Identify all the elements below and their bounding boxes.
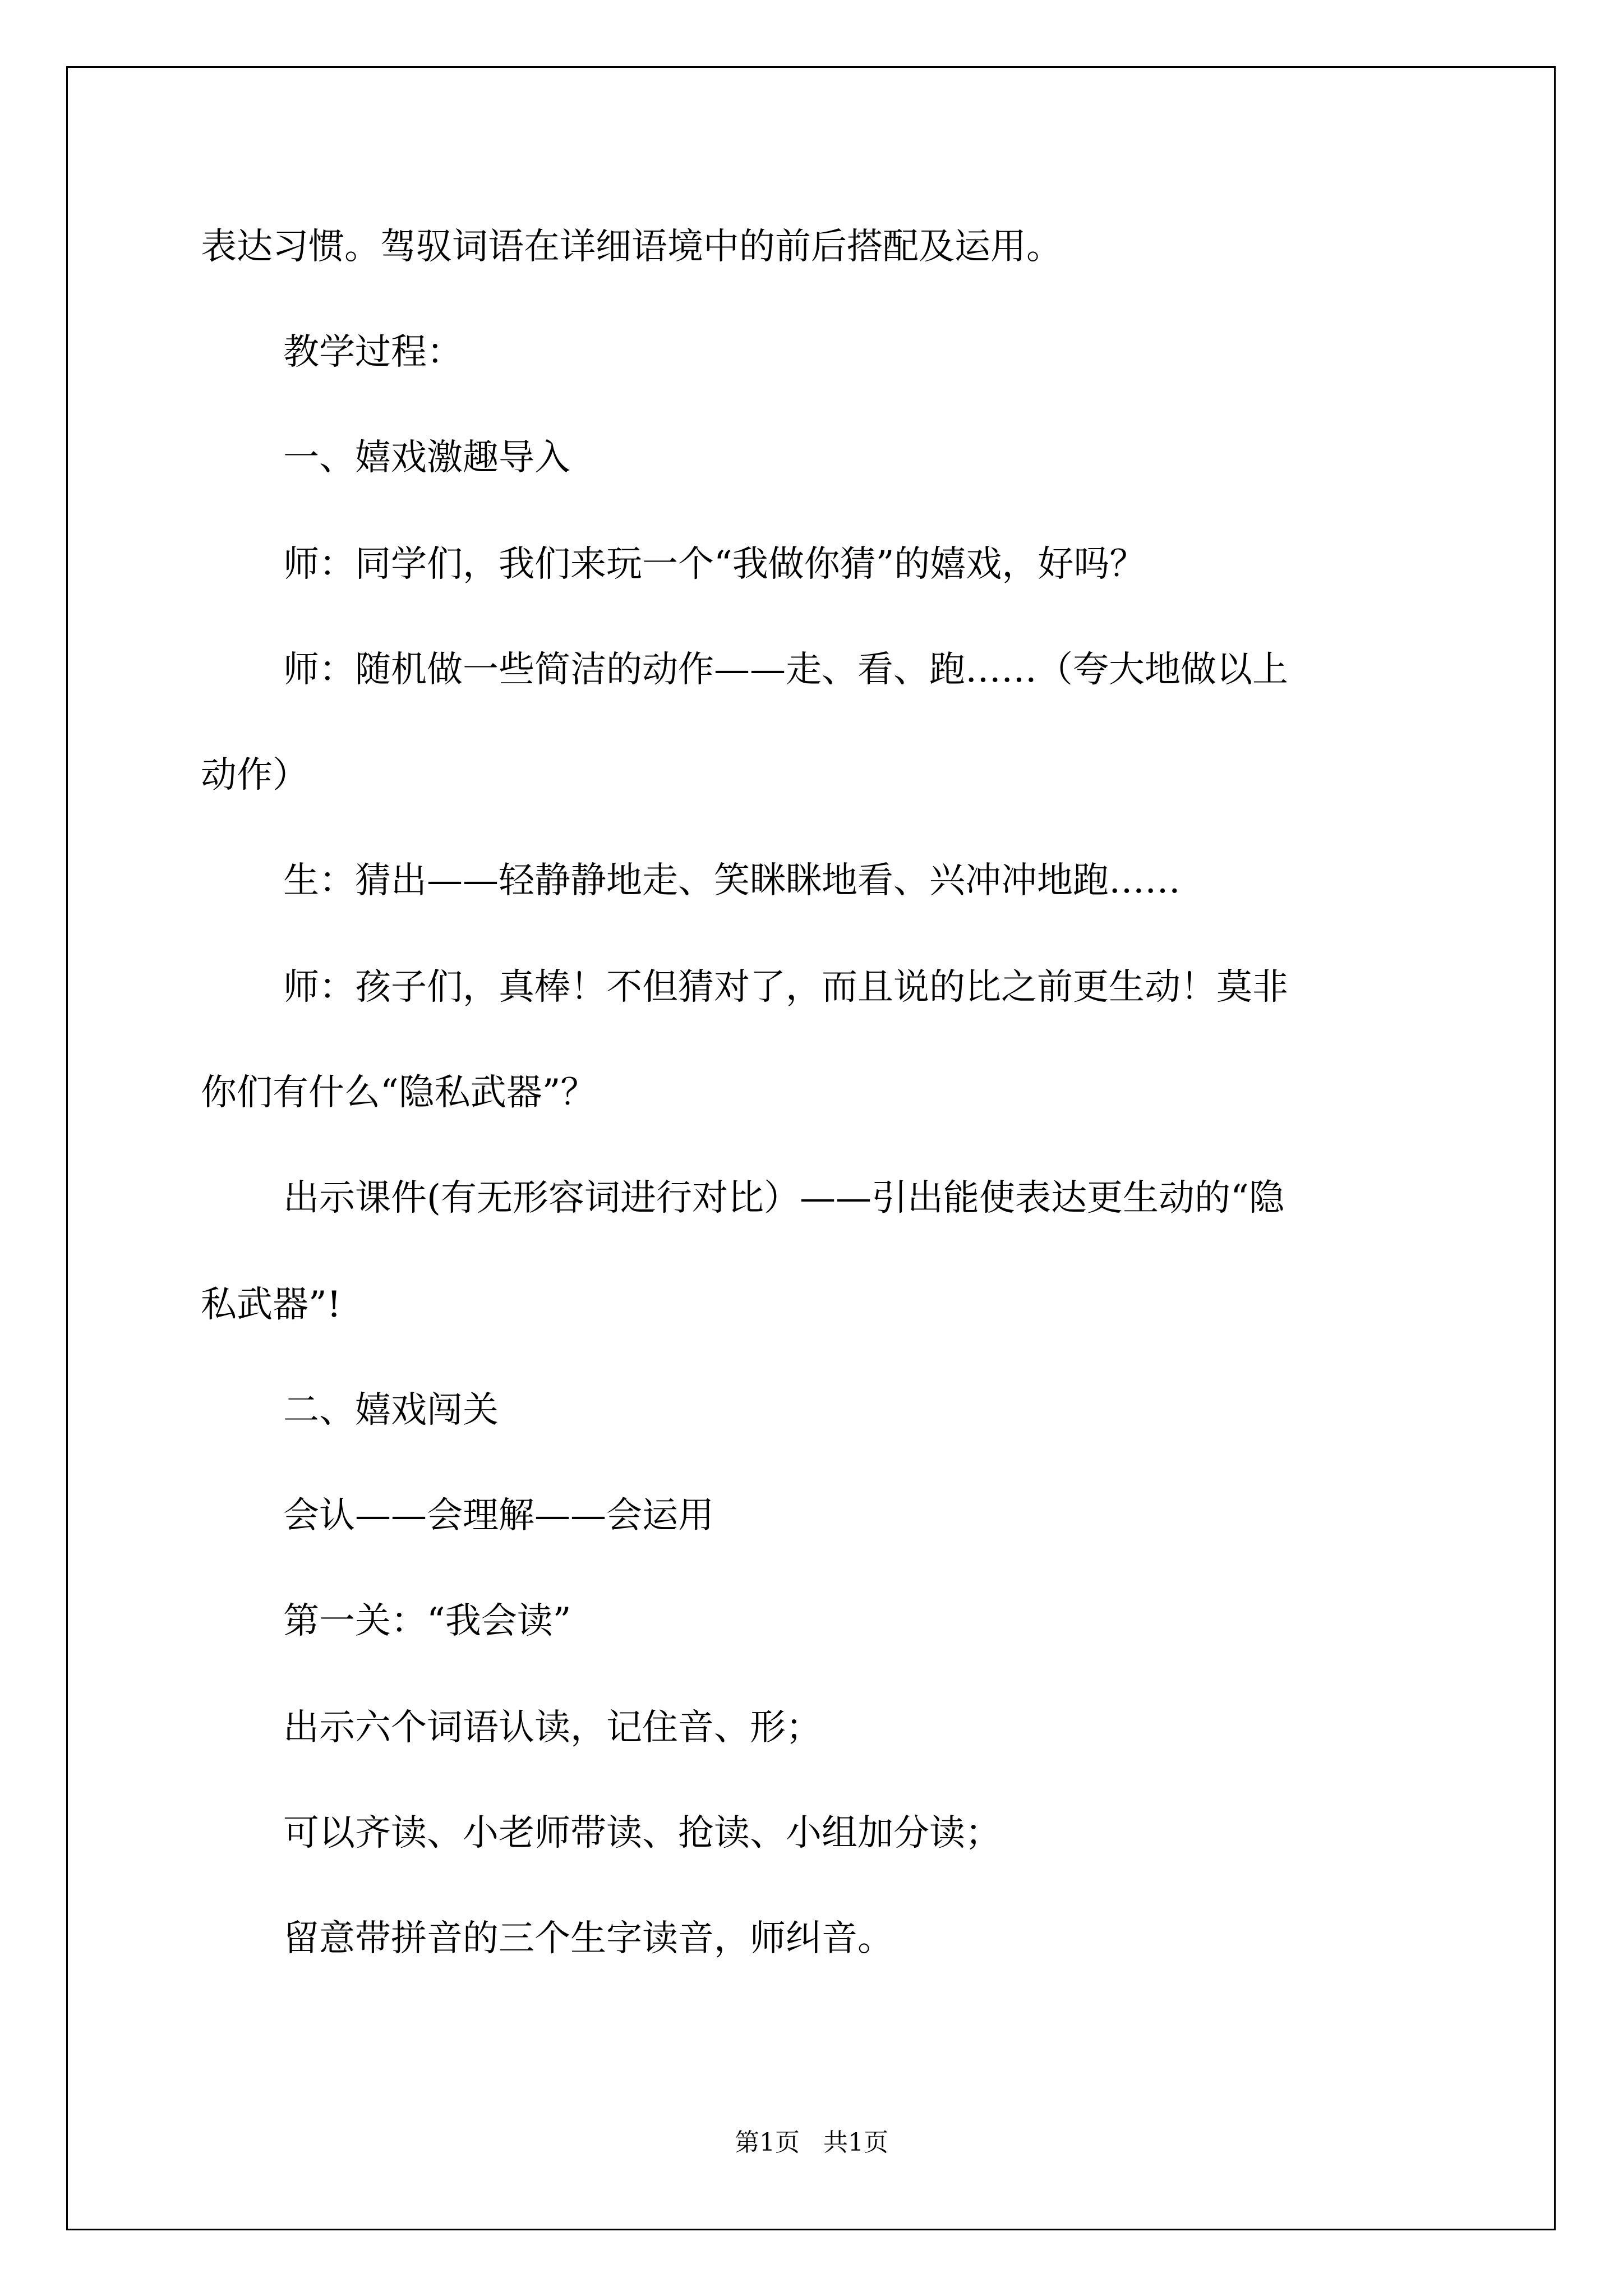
paragraph-line: 师：孩子们，真棒！不但猜对了，而且说的比之前更生动！莫非 [283,967,1288,1008]
paragraph-line: 出示六个词语认读，记住音、形； [283,1707,822,1749]
paragraph-line: 教学过程： [283,332,463,373]
section-heading: 二、嬉戏闯关 [283,1389,499,1431]
paragraph-line: 表达习惯。驾驭词语在详细语境中的前后搭配及运用。 [201,226,1062,268]
paragraph-line: 第一关：“我会读” [283,1600,571,1642]
page-total: 共1页 [823,2128,888,2157]
page-border [66,66,1556,2230]
paragraph-line: 私武器”! [201,1284,342,1326]
paragraph-line: 你们有什么“隐私武器”？ [201,1072,597,1114]
section-heading: 一、嬉戏激趣导入 [283,437,570,478]
paragraph-line: 可以齐读、小老师带读、抢读、小组加分读； [283,1812,1001,1854]
paragraph-line: 师：同学们，我们来玩一个“我做你猜”的嬉戏，好吗？ [283,544,1146,585]
paragraph-line: 师：随机做一些简洁的动作——走、看、跑……（夸大地做以上 [283,649,1288,691]
paragraph-line: 生：猜出——轻静静地走、笑眯眯地看、兴冲冲地跑…… [283,860,1181,901]
paragraph-line: 出示课件(有无形容词进行对比）——引出能使表达更生动的“隐 [283,1177,1285,1219]
paragraph-line: 会认——会理解——会运用 [283,1495,714,1536]
page-number: 第1页 [735,2128,800,2157]
paragraph-line: 留意带拼音的三个生字读音，师纠音。 [283,1918,893,1959]
page-footer [0,2127,1623,2159]
paragraph-line: 动作） [201,754,308,796]
